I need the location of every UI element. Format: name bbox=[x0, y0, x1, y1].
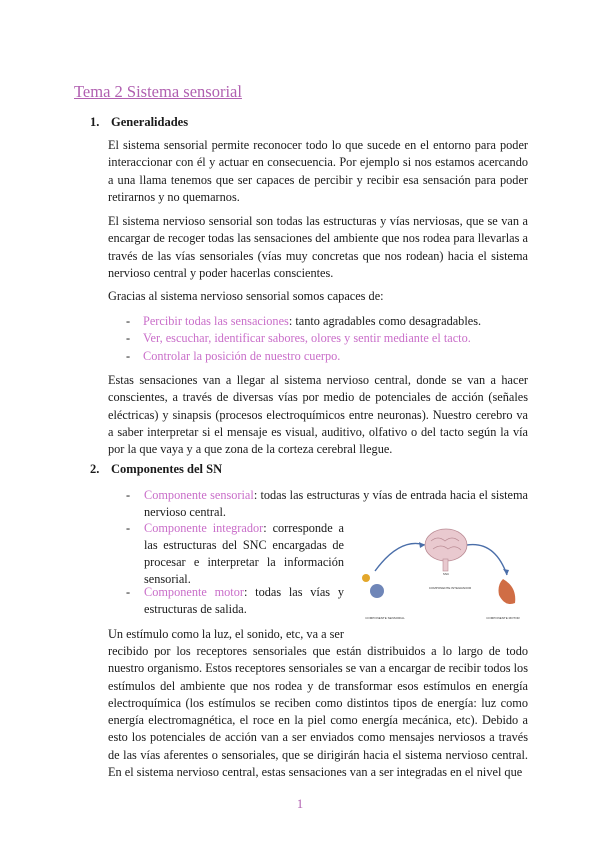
motor-label: COMPONENTE MOTOR bbox=[486, 616, 520, 620]
snc-label: SNC bbox=[442, 572, 450, 576]
paragraph-intro: El sistema sensorial permite reconocer todo lo que sucede en el entorno para poder interaccionar con él y actuar en consecuencia. Por ejemplo si nos estamos acercando a una llama tenemos que ser capaces de percibir y recibir esa sensación para poder retirarnos y no quemarnos. bbox=[108, 138, 528, 204]
list-item: - Controlar la posición de nuestro cuerpo. bbox=[126, 348, 341, 363]
afferent-arrow-icon bbox=[375, 543, 425, 571]
document-page: Tema 2 Sistema sensorial 1. Generalidades El sistema sensorial permite reconocer todo lo que sucede en el entorno para poder interaccionar con él y actuar en consecuencia. Por ejemplo si nos estamos acercando a una llama tenemos que ser capaces de percibir y recibir esa sensación para poder retirarnos y no quemarnos. El sistema nervioso sensorial son todas las estructuras y vías nerviosas, que se van a encargar de recoger todas las sensaciones del ambiente que nos rodea para llevarlas a través de las vías sensoriales (vías muy concretas que nos rodean) hacia el sistema nervioso central y poder hacerlas conscientes. Gracias al sistema nervioso sensorial somos capaces de: - Percibir todas las sensaciones: tanto agradables como desagradables. - Ver, escuchar, identificar sabores, olores y sentir mediante el tacto. - Controlar la posición de nuestro cuerpo. Estas sensaciones van a llegar al sistema nervioso central, donde se van a hacer conscientes, a través de diversas vías por medio de potenciales de acción (señales eléctricas) y sinapsis (procesos electroquímicos entre neuronas). Nuestro cerebro va a saber interpretar si el mensaje es visual, auditivo, olfativo o del tacto según la vía por la que vaya y a que zona de la corteza cerebral llegue. 2. Componentes del SN - Componente sensorial: todas las estructuras y vías de entrada hacia el sistema nervioso central. - Componente integrador: corresponde a las estructuras del SNC encargadas de procesar e interpretar la información sensorial. - Componente motor: todas las vías y estructuras de salida. SNC COMPONENTE INTEGRADOR COMPONENTE SENSORIAL COMPONENTE MOTOR Un estímulo como la luz, el sonido, etc, va a ser recibido por los receptores sensoriales que están distribuidos a lo largo de todo nuestro organismo. Estos receptores sensoriales se van a encargar de recibir todos los estímulos del ambiente que nos rodea y de transformar esos estímulos en energía electroquímica (los estímulos se reciben como distintos tipos de energía: luz como energía electromagnética, el roce en la piel como energía mecánica, etc). Debido a esto los potenciales de acción van a ser enviados como mensajes nerviosos a través de las vías aferentes o sensoriales, que se dirigirán hacia el sistema nervioso central. En el sistema nervioso central, estas sensaciones van a ser integradas en el nivel que 1 bbox=[0, 0, 600, 848]
paragraph-stimulus-first-line: Un estímulo como la luz, el sonido, etc, va a ser bbox=[108, 627, 344, 641]
section-number: 2. bbox=[90, 462, 100, 476]
stimulus-icon bbox=[362, 574, 370, 582]
brain-icon bbox=[425, 529, 467, 561]
section-title: Componentes del SN bbox=[111, 462, 223, 476]
page-number: 1 bbox=[296, 797, 304, 811]
paragraph-capacities-lead: Gracias al sistema nervioso sensorial somos capaces de: bbox=[108, 289, 384, 303]
efferent-arrow-icon bbox=[467, 545, 507, 575]
page-title: Tema 2 Sistema sensorial bbox=[74, 82, 242, 101]
list-item: - Ver, escuchar, identificar sabores, olores y sentir mediante el tacto. bbox=[126, 331, 471, 346]
section-number: 1. bbox=[90, 115, 100, 129]
muscle-icon bbox=[499, 579, 516, 604]
list-item: - Percibir todas las sensaciones: tanto agradables como desagradables. bbox=[126, 314, 482, 328]
sensorial-label: COMPONENTE SENSORIAL bbox=[365, 616, 405, 620]
arrow-head-icon bbox=[419, 542, 425, 548]
paragraph-definition: El sistema nervioso sensorial son todas las estructuras y vías nerviosas, que se van a encargar de recoger todas las sensaciones del ambiente que nos rodea para llevarlas a través de las vías sensoriales (vías muy concretas que nos rodean) hacia el sistema nervioso central y poder hacerlas conscientes. bbox=[108, 214, 528, 280]
section-heading-componentes bbox=[90, 462, 222, 477]
paragraph-conscious: Estas sensaciones van a llegar al sistema nervioso central, donde se van a hacer conscientes, a través de diversas vías por medio de potenciales de acción (señales eléctricas) y sinapsis (procesos electroquímicos entre neuronas). Nuestro cerebro va a saber interpretar si el mensaje es visual, auditivo, olfativo o del tacto según la vía por la que vaya y a que zona de la corteza cerebral llegue. bbox=[108, 373, 528, 457]
section-title: Generalidades bbox=[111, 115, 189, 129]
integrador-label: COMPONENTE INTEGRADOR bbox=[428, 586, 472, 590]
spinal-cord-icon bbox=[443, 559, 448, 571]
receptor-icon bbox=[370, 584, 384, 598]
capacities-list bbox=[126, 313, 526, 365]
paragraph-stimulus: recibido por los receptores sensoriales que están distribuidos a lo largo de todo nuestro organismo. Estos receptores sensoriales se van a encargar de recibir todos los estímulos del ambiente que nos rodea y de transformar esos estímulos en energía electroquímica (los estímulos se reciben como distintos tipos de energía: luz como energía electromagnética, el roce en la piel como energía mecánica, etc). Debido a esto los potenciales de acción van a ser enviados como mensajes nerviosos a través de las vías aferentes o sensoriales, que se dirigirán hacia el sistema nervioso central. En el sistema nervioso central, estas sensaciones van a ser integradas en el nivel que bbox=[108, 644, 528, 780]
section-heading-generalidades bbox=[90, 115, 188, 130]
nervous-system-diagram bbox=[355, 523, 527, 623]
